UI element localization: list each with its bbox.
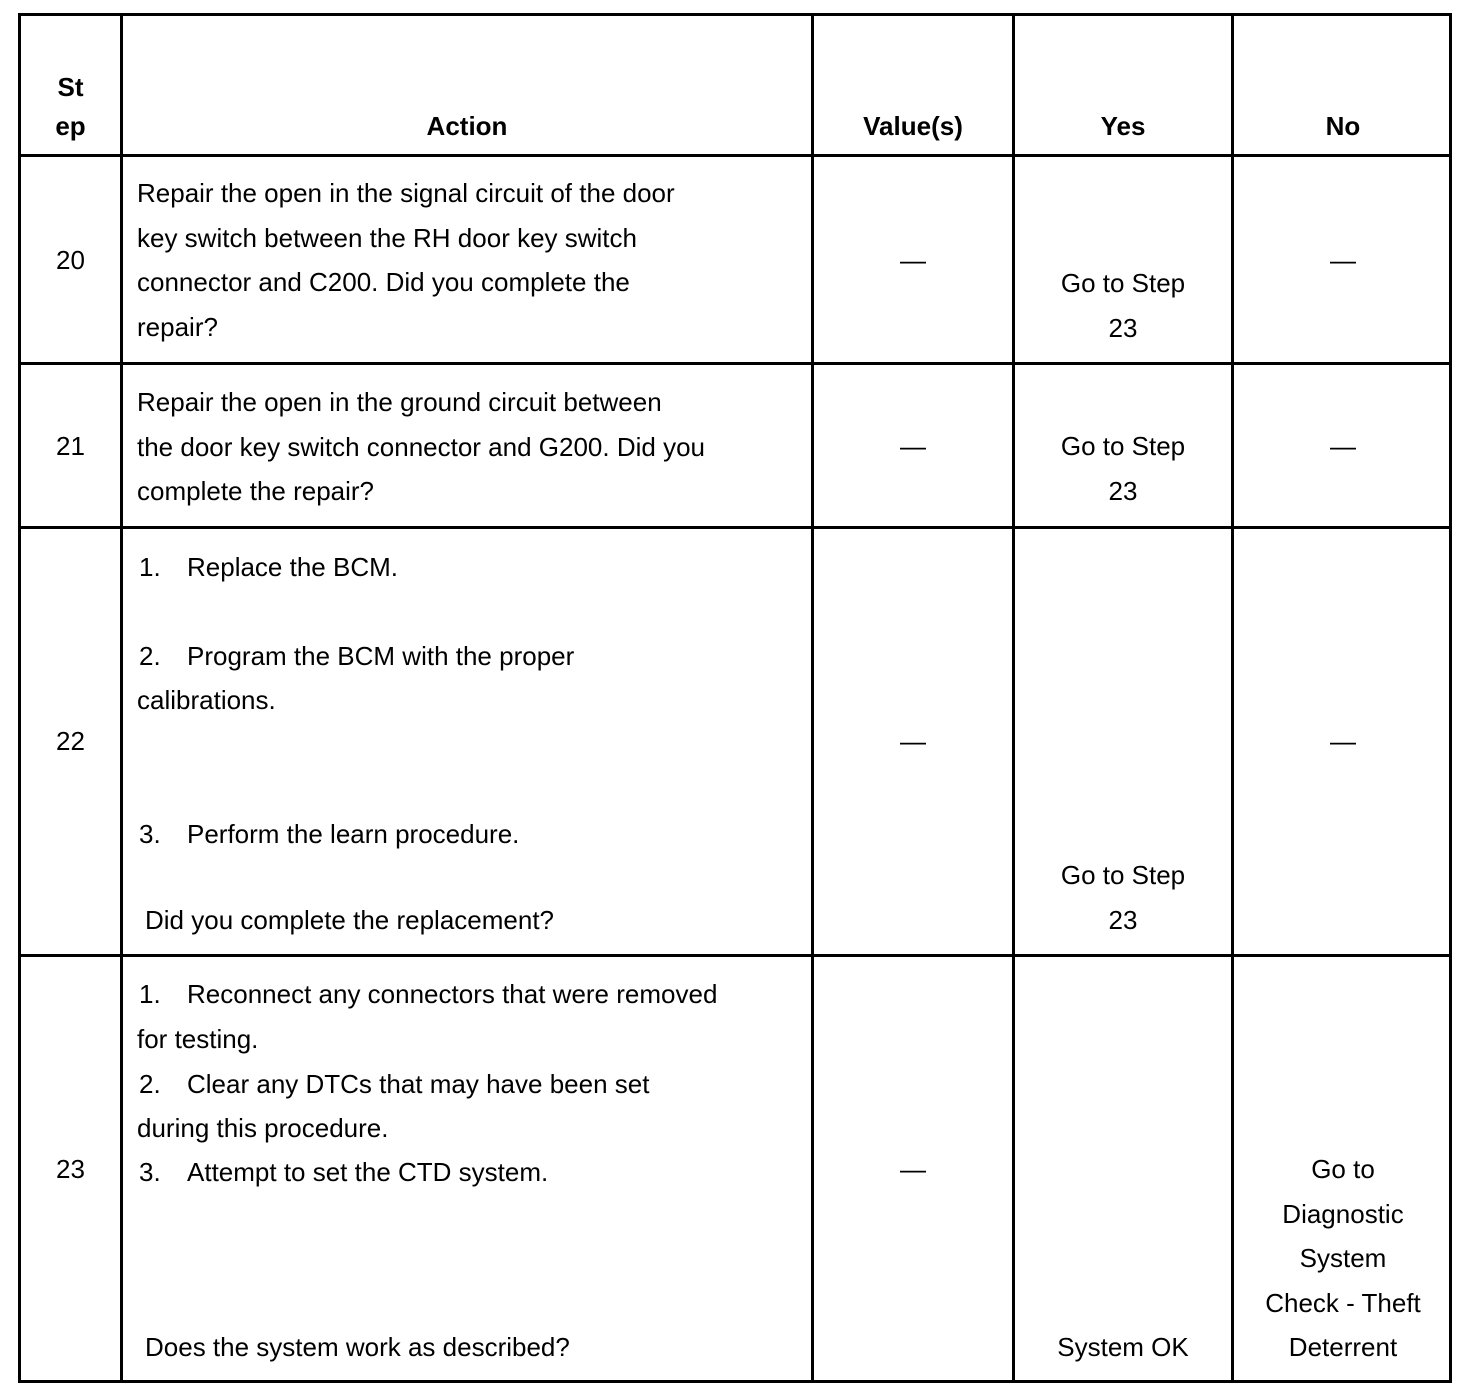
header-yes: Yes	[1100, 111, 1146, 141]
action-item: 2. Clear any DTCs that may have been set	[139, 1069, 650, 1099]
no-cell: —	[1330, 726, 1356, 756]
action-item: 3. Attempt to set the CTD system.	[139, 1157, 549, 1187]
no-cell: —	[1330, 245, 1356, 275]
header-no: No	[1325, 111, 1361, 141]
yes-cell: Go to Step 23	[1060, 268, 1186, 343]
value-cell: —	[900, 1154, 926, 1184]
col-divider	[120, 16, 123, 1380]
action-item-continuation: for testing.	[137, 1024, 259, 1054]
col-divider	[1012, 16, 1015, 1380]
row-divider	[21, 526, 1449, 529]
yes-cell: System OK	[1057, 1332, 1189, 1362]
row-divider	[21, 154, 1449, 157]
no-cell: —	[1330, 431, 1356, 461]
action-question: Does the system work as described?	[145, 1332, 570, 1362]
value-cell: —	[900, 245, 926, 275]
row-divider	[21, 362, 1449, 365]
step-number: 21	[56, 431, 85, 461]
yes-cell: Go to Step 23	[1060, 431, 1186, 506]
header-step: St ep	[55, 72, 86, 141]
action-item: 3. Perform the learn procedure.	[139, 819, 520, 849]
step-number: 22	[56, 726, 85, 756]
header-values: Value(s)	[863, 111, 963, 141]
yes-cell: Go to Step 23	[1060, 860, 1186, 935]
action-item-continuation: calibrations.	[137, 685, 276, 715]
action-item: 1. Reconnect any connectors that were removed	[139, 979, 718, 1009]
row-divider	[21, 954, 1449, 957]
diagnostic-table	[18, 13, 1452, 1383]
action-text: Repair the open in the signal circuit of the door key switch between the RH door key switch connector and C200. Did you complete the repair?	[137, 178, 675, 342]
action-item-continuation: during this procedure.	[137, 1113, 389, 1143]
header-action: Action	[426, 111, 508, 141]
step-number: 23	[56, 1154, 85, 1184]
value-cell: —	[900, 431, 926, 461]
action-text: Repair the open in the ground circuit between the door key switch connector and G200. Did you complete the repair?	[137, 387, 705, 506]
action-question: Did you complete the replacement?	[145, 905, 555, 935]
value-cell: —	[900, 726, 926, 756]
no-cell: Go to Diagnostic System Check - Theft Deterrent	[1265, 1154, 1421, 1362]
action-item: 1. Replace the BCM.	[139, 552, 398, 582]
action-item: 2. Program the BCM with the proper	[139, 641, 575, 671]
step-number: 20	[56, 245, 85, 275]
